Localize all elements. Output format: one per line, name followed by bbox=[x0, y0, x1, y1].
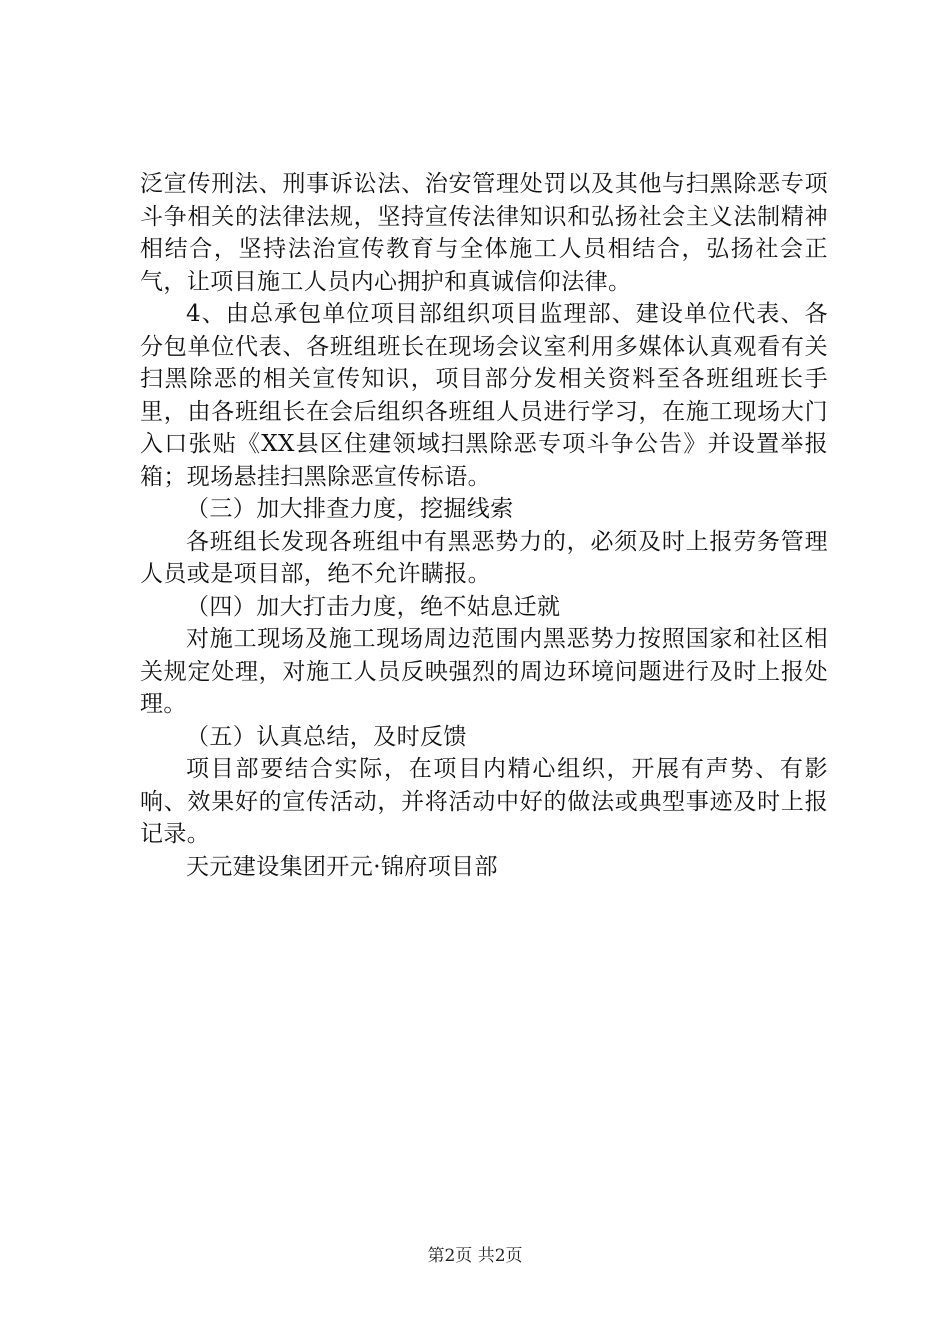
paragraph-section-3: 各班组长发现各班组中有黑恶势力的，必须及时上报劳务管理人员或是项目部，绝不允许瞒报。 bbox=[140, 528, 828, 587]
paragraph-section-4: 对施工现场及施工现场周边范围内黑恶势力按照国家和社区相关规定处理，对施工人员反映强烈的周边环境问题进行及时上报处理。 bbox=[140, 626, 828, 717]
paragraph-continuation: 泛宣传刑法、刑事诉讼法、治安管理处罚以及其他与扫黑除恶专项斗争相关的法律法规，坚持宣传法律知识和弘扬社会主义法制精神相结合，坚持法治宣传教育与全体施工人员相结合，弘扬社会正气，让项目施工人员内心拥护和真诚信仰法律。 bbox=[140, 171, 828, 295]
paragraph-item-4: 4、由总承包单位项目部组织项目监理部、建设单位代表、各分包单位代表、各班组班长在现场会议室利用多媒体认真观看有关扫黑除恶的相关宣传知识，项目部分发相关资料至各班组班长手里，由各班组长在会后组织各班组人员进行学习，在施工现场大门入口张贴《XX县区住建领域扫黑除恶专项斗争公告》并设置举报箱；现场悬挂扫黑除恶宣传标语。 bbox=[140, 301, 828, 490]
section-heading-5: （五）认真总结，及时反馈 bbox=[186, 723, 467, 750]
page-number-footer: 第2页 共2页 bbox=[427, 1246, 523, 1266]
section-heading-4: （四）加大打击力度，绝不姑息迁就 bbox=[186, 593, 561, 620]
signature-line: 天元建设集团开元·锦府项目部 bbox=[186, 853, 498, 880]
document-body bbox=[140, 168, 828, 883]
paragraph-section-5: 项目部要结合实际，在项目内精心组织，开展有声势、有影响、效果好的宣传活动，并将活动中好的做法或典型事迹及时上报记录。 bbox=[140, 756, 828, 847]
section-heading-3: （三）加大排查力度，挖掘线索 bbox=[186, 496, 514, 522]
